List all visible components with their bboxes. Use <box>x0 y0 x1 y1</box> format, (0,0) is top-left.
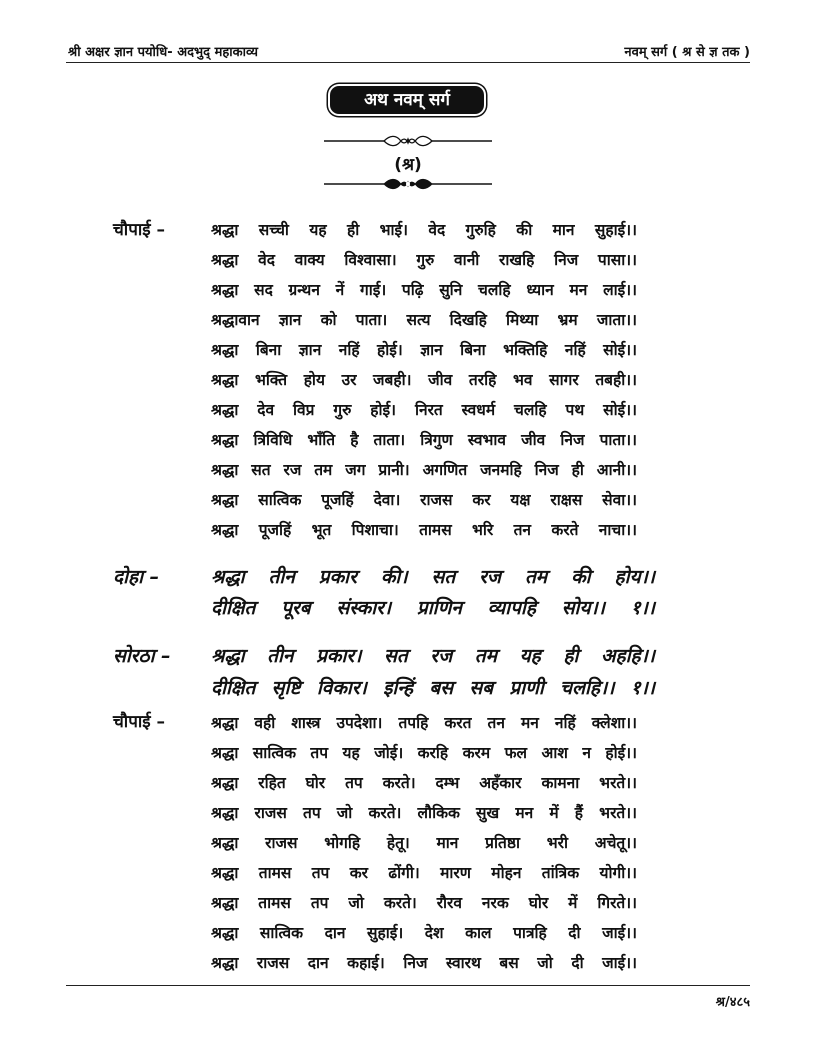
flourish-divider-top <box>322 134 494 148</box>
verse-line: श्रद्धा वही शास्त्र उपदेशा। तपहि करत तन मन नहिं क्लेशा।। <box>211 714 637 732</box>
verse-line: श्रद्धावान ज्ञान को पाता। सत्य दिखहि मिथ्या भ्रम जाता।। <box>211 311 637 329</box>
verse-line: श्रद्धा बिना ज्ञान नहिं होई। ज्ञान बिना भक्तिहि नहिं सोई।। <box>211 341 637 359</box>
chaupai-label: चौपाई – <box>113 220 166 240</box>
chaupai-label: चौपाई – <box>113 712 166 732</box>
verse-line: श्रद्धा सात्विक पूजहिं देवा। राजस कर यक्ष राक्षस सेवा।। <box>211 491 637 509</box>
sortha-line: दीक्षित सृष्टि विकार। इन्हिं बस सब प्राणी चलहि।। १।। <box>211 677 655 699</box>
verse-line: श्रद्धा तामस तप कर ढोंगी। मारण मोहन तांत्रिक योगी।। <box>211 864 637 882</box>
flourish-divider-bottom <box>322 177 494 191</box>
verse-line: श्रद्धा त्रिविधि भाँति है ताता। त्रिगुण स्वभाव जीव निज पाता।। <box>211 431 637 449</box>
sortha-label: सोरठा – <box>113 645 171 667</box>
verse-line: श्रद्धा राजस तप जो करते। लौकिक सुख मन में हैं भरते।। <box>211 804 637 822</box>
verse-line: श्रद्धा रहित घोर तप करते। दम्भ अहँकार कामना भरते।। <box>211 774 637 792</box>
doha-line: दीक्षित पूरब संस्कार। प्राणिन व्यापहि सोय।। १।। <box>211 597 655 619</box>
verse-line: श्रद्धा सत रज तम जग प्रानी। अगणित जनमहि निज ही आनी।। <box>211 461 637 479</box>
verse-line: श्रद्धा राजस दान कहाई। निज स्वारथ बस जो दी जाई।। <box>211 954 637 972</box>
verse-line: श्रद्धा सात्विक दान सुहाई। देश काल पात्रहि दी जाई।। <box>211 924 637 942</box>
header-rule <box>66 62 750 63</box>
verse-line: श्रद्धा देव विप्र गुरु होई। निरत स्वधर्म चलहि पथ सोई।। <box>211 401 637 419</box>
doha-label: दोहा – <box>113 566 160 588</box>
page-number: श्र/४८५ <box>715 995 750 1010</box>
verse-line: श्रद्धा सात्विक तप यह जोई। करहि करम फल आश न होई।। <box>211 744 637 762</box>
footer-rule <box>66 985 750 986</box>
section-letter: (श्र) <box>394 155 422 175</box>
verse-line: श्रद्धा तामस तप जो करते। रौरव नरक घोर में गिरते।। <box>211 894 637 912</box>
verse-line: श्रद्धा पूजहिं भूत पिशाचा। तामस भरि तन करते नाचा।। <box>211 521 637 539</box>
sortha-line: श्रद्धा तीन प्रकार। सत रज तम यह ही अहहि।। <box>211 645 655 667</box>
verse-line: श्रद्धा राजस भोगहि हेतू। मान प्रतिष्ठा भरी अचेतू।। <box>211 834 637 852</box>
running-header-title: श्री अक्षर ज्ञान पयोधि- अदभुद् महाकाव्य <box>68 45 258 60</box>
doha-line: श्रद्धा तीन प्रकार की। सत रज तम की होय।। <box>211 566 655 588</box>
verse-line: श्रद्धा वेद वाक्य विश्वासा। गुरु वानी राखहि निज पासा।। <box>211 251 637 269</box>
verse-line: श्रद्धा सच्ची यह ही भाई। वेद गुरुहि की मान सुहाई।। <box>211 221 637 239</box>
verse-line: श्रद्धा सद ग्रन्थन नें गाई। पढ़ि सुनि चलहि ध्यान मन लाई।। <box>211 281 637 299</box>
chapter-title: अथ नवम् सर्ग <box>330 86 484 114</box>
running-header-chapter: नवम् सर्ग ( श्र से ज्ञ तक ) <box>624 45 750 60</box>
verse-line: श्रद्धा भक्ति होय उर जबही। जीव तरहि भव सागर तबही।। <box>211 371 637 389</box>
